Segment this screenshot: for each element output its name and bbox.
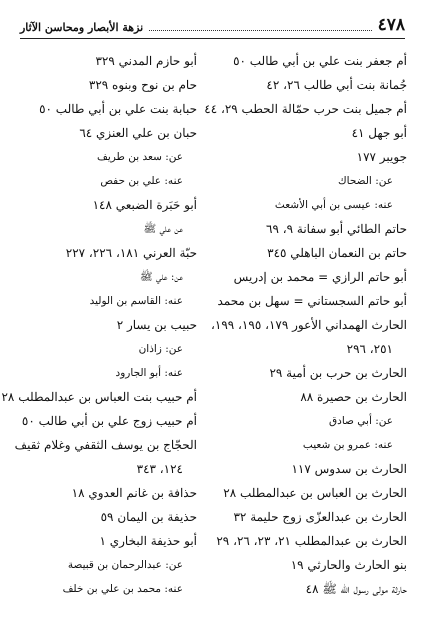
index-subentry: عن: عبدالرحمان بن قبيصة [67,559,183,571]
index-entry: أبو حاتم الرازي = محمد بن إدريس [233,270,407,284]
index-subentry: عن: سعد بن طريف [96,151,183,163]
index-entry: حاتم بن النعمان الباهلي ٣٤٥ [267,246,407,260]
index-entry: أبو حَبَرة الضبعي ١٤٨ [92,198,197,212]
index-subentry: عنه: عيسى بن أبي الأشعث [274,199,393,211]
index-entry: حذافة بن غانم العدوي ١٨ [71,486,197,500]
index-entry: أبو حاتم السجستاني = سهل بن محمد [217,294,407,308]
index-entry: حبابة بنت علي بن أبي طالب ٥٠ [39,102,197,116]
index-entry: أم حبيب بنت العباس بن عبدالمطلب ٢٨ [1,390,197,404]
index-entry: بنو الحارث والحارثي ١٩ [290,558,407,572]
index-subentry: عن: زاذان [138,343,183,355]
index-subentry: عن: علي ﷺ [139,271,183,283]
index-entry: أبو جهل ٤١ [351,126,407,140]
index-subentry: عنه: عمرو بن شعيب [302,439,393,451]
index-entry: أم حبيب زوج علي بن أبي طالب ٥٠ [21,414,197,428]
index-subentry: عنه: أبو الجارود [115,367,183,379]
index-entry: جويبر ١٧٧ [356,150,407,164]
index-subentry: عن: أبي صادق [329,415,393,427]
book-title: نزهة الأبصار ومحاسن الآثار [20,21,144,34]
index-entry: حارثة مولى رسول الله ﷺ ٤٨ [305,582,407,596]
index-entry-continuation: ٢٥١، ٢٩٦ [346,342,393,356]
index-entry: جُمانة بنت أبي طالب ٢٦، ٤٢ [266,78,407,92]
index-entry: حبيب بن يسار ٢ [116,318,197,332]
index-subentry: عن علي ﷺ [143,223,183,235]
index-entry: حذيفة بن اليمان ٥٩ [100,510,197,524]
header-dotted-leader [149,30,371,31]
page-header [20,10,405,39]
index-entry-continuation: ١٢٤، ٣٤٣ [136,462,183,476]
index-entry: حبان بن علي العنزي ٦٤ [79,126,197,140]
index-entry: الحارث بن العباس بن عبدالمطلب ٢٨ [223,486,407,500]
index-entry: أم جعفر بنت علي بن أبي طالب ٥٠ [233,54,407,68]
index-entry: أم جميل بنت حرب حمّالة الحطب ٢٩، ٤٤ [204,102,407,116]
index-entry: حبّة العرني ١٨١، ٢٢٦، ٢٢٧ [65,246,197,260]
index-entry: حام بن نوح وبنوه ٣٢٩ [88,78,197,92]
index-entry: أبو حازم المدني ٣٢٩ [95,54,197,68]
index-entry: الحارث بن عبدالعزّى زوج حليمة ٣٢ [233,510,407,524]
index-entry: الحارث بن حرب بن أمية ٢٩ [269,366,407,380]
index-subentry: عن: الضحاك [338,175,393,187]
index-entry: أبو حذيفة البخاري ١ [99,534,197,548]
index-subentry: عنه: القاسم بن الوليد [89,295,183,307]
index-subentry: عنه: محمد بن علي بن خلف [62,583,183,595]
index-entry: الحارث الهمداني الأعور ١٧٩، ١٩٥، ١٩٩، [211,318,407,332]
index-entry: الحارث بن عبدالمطلب ٢١، ٢٣، ٢٦، ٢٩ [216,534,407,548]
index-entry: الحجّاج بن يوسف الثقفي وغلام ثقيف [14,438,197,452]
index-entry: الحارث بن حصيرة ٨٨ [300,390,407,404]
index-subentry: عنه: علي بن حفص [100,175,183,187]
index-entry: الحارث بن سدوس ١١٧ [291,462,407,476]
page-number: ٤٧٨ [377,15,405,35]
index-entry: حاتم الطائي أبو سفانة ٩، ٦٩ [266,222,407,236]
